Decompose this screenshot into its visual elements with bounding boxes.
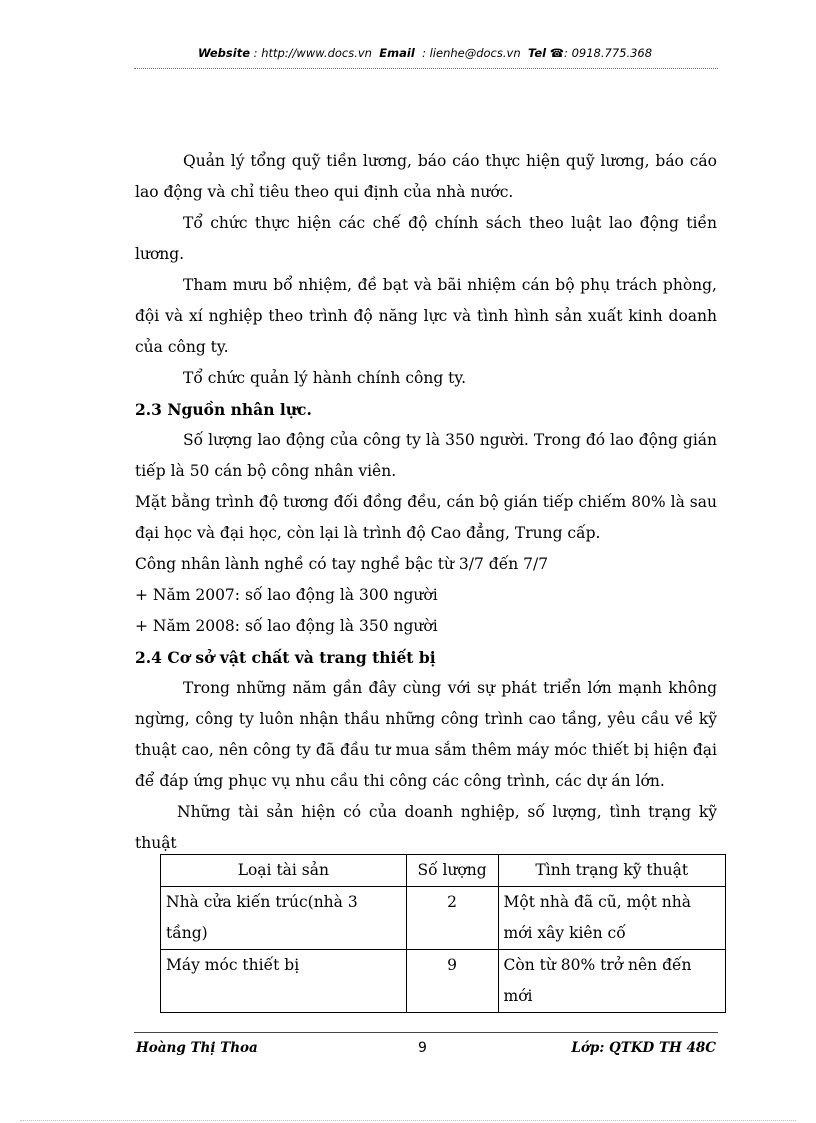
paragraph: Tổ chức quản lý hành chính công ty. bbox=[183, 369, 467, 387]
email-value: : lienhe@docs.vn bbox=[422, 46, 521, 60]
phone-icon: ☎ bbox=[549, 46, 565, 60]
header-rule bbox=[134, 68, 718, 69]
table-header-cell: Tình trạng kỹ thuật bbox=[498, 855, 726, 887]
paragraph: Công nhân lành nghề có tay nghề bậc từ 3/7 đến 7/7 bbox=[135, 555, 549, 573]
table-row bbox=[161, 950, 726, 1013]
table-cell: Nhà cửa kiến trúc(nhà 3 tầng) bbox=[161, 887, 407, 950]
page-number: 9 bbox=[418, 1040, 427, 1056]
table-caption: Những tài sản hiện có của doanh nghiệp, số lượng, tình trạng kỹ thuật bbox=[135, 803, 717, 852]
section-heading-2-3: 2.3 Nguồn nhân lực. bbox=[135, 400, 312, 419]
section-heading-2-4: 2.4 Cơ sở vật chất và trang thiết bị bbox=[135, 648, 436, 667]
paragraph: Trong những năm gần đây cùng với sự phát triển lớn mạnh không ngừng, công ty luôn nhận thầu những công trình cao tầng, yêu cầu về kỹ thuật cao, nên công ty đã đầu tư mua sắm thêm máy móc thiết bị hiện đại để đáp ứng phục vụ nhu cầu thi công các công trình, các dự án lớn. bbox=[135, 679, 717, 790]
table-header-cell: Số lượng bbox=[406, 855, 498, 887]
tel-value: : 0918.775.368 bbox=[564, 46, 653, 60]
table-header-row bbox=[161, 855, 726, 887]
footer-author: Hoàng Thị Thoa bbox=[136, 1040, 258, 1056]
website-label: Website bbox=[197, 46, 251, 60]
table-cell: Máy móc thiết bị bbox=[161, 950, 407, 1013]
list-item: + Năm 2007: số lao động là 300 người bbox=[135, 586, 438, 604]
footer-class: Lớp: QTKD TH 48C bbox=[571, 1040, 716, 1056]
assets-table bbox=[160, 854, 726, 1013]
tel-label: Tel bbox=[527, 46, 547, 60]
table-cell: Còn từ 80% trở nên đến mới bbox=[498, 950, 726, 1013]
page-bottom-edge bbox=[20, 1120, 796, 1121]
website-value: : http://www.docs.vn bbox=[253, 46, 372, 60]
table-row bbox=[161, 887, 726, 950]
table-cell: Một nhà đã cũ, một nhà mới xây kiên cố bbox=[498, 887, 726, 950]
paragraph: Tổ chức thực hiện các chế độ chính sách theo luật lao động tiền lương. bbox=[135, 214, 717, 263]
page-header bbox=[134, 46, 716, 60]
table-header-cell: Loại tài sản bbox=[161, 855, 407, 887]
paragraph: Số lượng lao động của công ty là 350 người. Trong đó lao động gián tiếp là 50 cán bộ công nhân viên. bbox=[135, 431, 717, 480]
paragraph: Quản lý tổng quỹ tiền lương, báo cáo thực hiện quỹ lương, báo cáo lao động và chỉ tiêu theo qui định của nhà nước. bbox=[135, 152, 717, 201]
paragraph: Mặt bằng trình độ tương đối đồng đều, cán bộ gián tiếp chiếm 80% là sau đại học và đại học, còn lại là trình độ Cao đẳng, Trung cấp. bbox=[135, 493, 717, 542]
table-cell: 2 bbox=[406, 887, 498, 950]
table-cell: 9 bbox=[406, 950, 498, 1013]
email-label: Email bbox=[379, 46, 415, 60]
document-body bbox=[135, 146, 717, 859]
list-item: + Năm 2008: số lao động là 350 người bbox=[135, 617, 438, 635]
footer-rule bbox=[134, 1032, 718, 1033]
paragraph: Tham mưu bổ nhiệm, đề bạt và bãi nhiệm cán bộ phụ trách phòng, đội và xí nghiệp theo trình độ năng lực và tình hình sản xuất kinh doanh của công ty. bbox=[135, 276, 717, 356]
